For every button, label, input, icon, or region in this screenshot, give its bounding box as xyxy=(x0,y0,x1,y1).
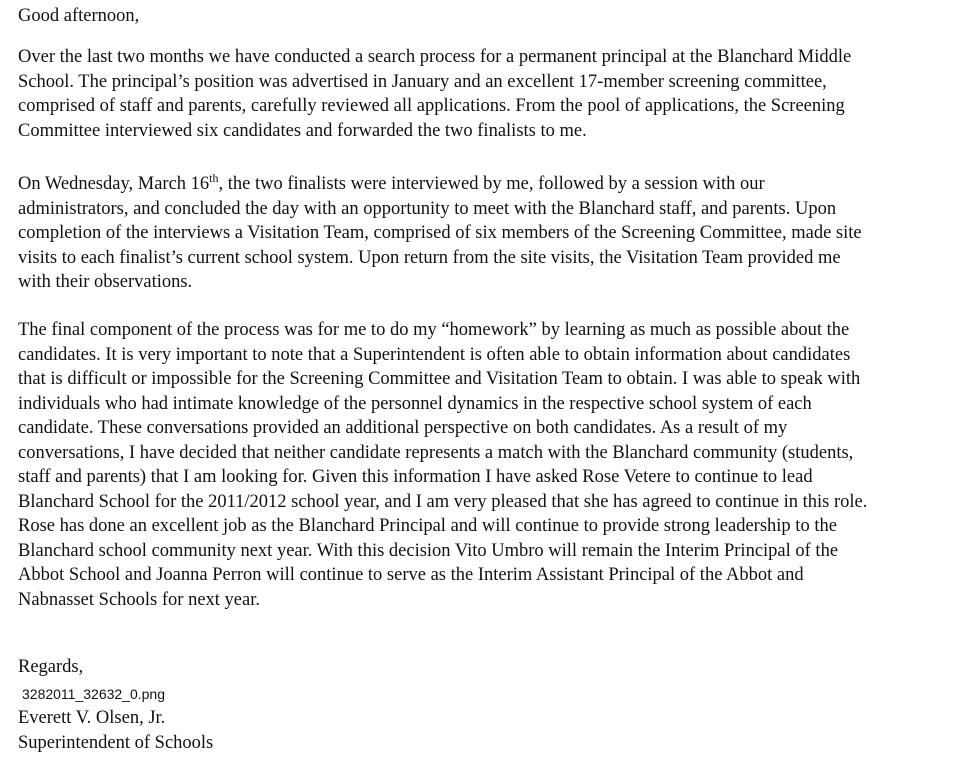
paragraph-line: Committee interviewed six candidates and forwarded the two finalists to me. xyxy=(18,120,587,141)
paragraph-line: Nabnasset Schools for next year. xyxy=(18,589,260,610)
paragraph-line: Over the last two months we have conducted a search process for a permanent principal at the Blanchard Middle xyxy=(18,47,852,67)
paragraph-decision xyxy=(18,318,867,612)
paragraph-line: individuals who had intimate knowledge of the personnel dynamics in the respective school system of each xyxy=(18,393,812,414)
closing: Regards, xyxy=(18,657,84,677)
paragraph-line: Blanchard school community next year. With this decision Vito Umbro will remain the Interim Principal of the xyxy=(18,540,839,561)
paragraph-line: conversations, I have decided that neither candidate represents a match with the Blanchard community (students, xyxy=(18,442,854,463)
paragraph-line: Blanchard School for the 2011/2012 school year, and I am very pleased that she has agreed to continue in this role. xyxy=(18,491,868,512)
date-text: On Wednesday, March 16 xyxy=(18,174,210,194)
paragraph-line: The final component of the process was for me to do my “homework” by learning as much as possible about the xyxy=(18,320,850,340)
date-ordinal-superscript: th xyxy=(209,170,219,185)
paragraph-line: comprised of staff and parents, carefully reviewed all applications. From the pool of applications, the Screening xyxy=(18,96,845,116)
paragraph-line: School. The principal’s position was advertised in January and an excellent 17-member screening committee, xyxy=(18,71,827,92)
paragraph-line: Abbot School and Joanna Perron will continue to serve as the Interim Assistant Principal of the Abbot and xyxy=(18,565,804,585)
paragraph-line: with their observations. xyxy=(18,272,193,292)
image-filename: 3282011_32632_0.png xyxy=(22,686,166,702)
signature-name: Everett V. Olsen, Jr. xyxy=(18,708,166,728)
paragraph-interviews xyxy=(18,172,862,295)
paragraph-line-rest: , the two finalists were interviewed by me, followed by a session with our xyxy=(218,174,765,194)
paragraph-line: that is difficult or impossible for the Screening Committee and Visitation Team to obtain. I was able to speak with xyxy=(18,369,861,389)
signature-title: Superintendent of Schools xyxy=(18,733,214,753)
paragraph-search-process xyxy=(18,45,851,143)
paragraph-line xyxy=(18,172,862,197)
paragraph-line: candidates. It is very important to note that a Superintendent is often able to obtain information about candidates xyxy=(18,344,851,365)
paragraph-line: visits to each finalist’s current school system. Upon return from the site visits, the Visitation Team provided me xyxy=(18,247,841,268)
paragraph-line: administrators, and concluded the day with an opportunity to meet with the Blanchard staff, and parents. Upon xyxy=(18,198,837,219)
paragraph-line: completion of the interviews a Visitation Team, comprised of six members of the Screening Committee, made site xyxy=(18,223,862,243)
paragraph-line: staff and parents) that I am looking for. Given this information I have asked Rose Vetere to continue to lead xyxy=(18,467,813,487)
greeting: Good afternoon, xyxy=(18,6,140,26)
paragraph-line: Rose has done an excellent job as the Blanchard Principal and will continue to provide strong leadership to the xyxy=(18,516,837,536)
paragraph-line: candidate. These conversations provided an additional perspective on both candidates. As a result of my xyxy=(18,418,788,438)
